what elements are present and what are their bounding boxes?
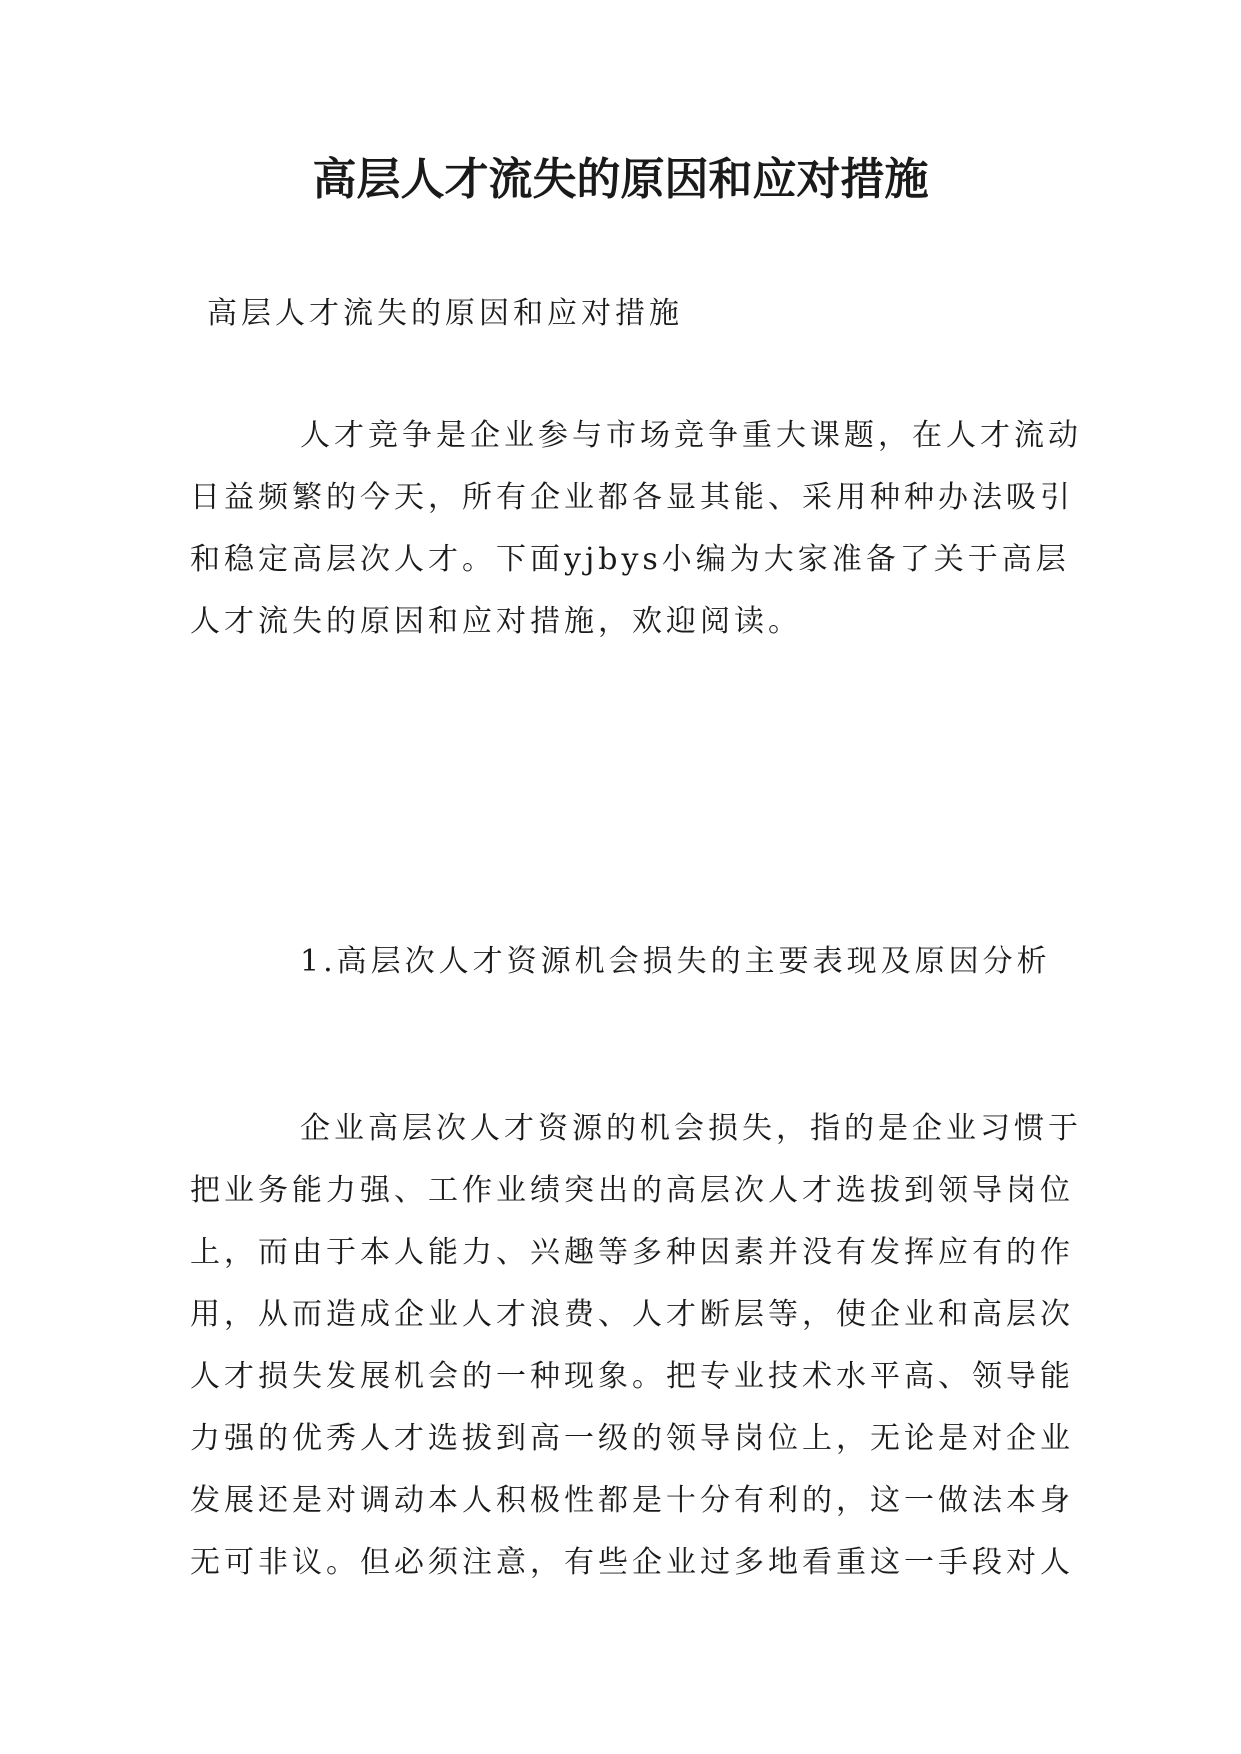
intro-line: 人才流失的原因和应对措施，欢迎阅读。 <box>190 604 802 639</box>
intro-line: 和稳定高层次人才。下面yjbys小编为大家准备了关于高层 <box>190 542 1070 577</box>
intro-paragraph <box>190 405 1082 653</box>
intro-line: 人才竞争是企业参与市场竞争重大课题，在人才流动 <box>300 418 1082 453</box>
body-line: 无可非议。但必须注意，有些企业过多地看重这一手段对人 <box>190 1545 1074 1580</box>
document-subtitle: 高层人才流失的原因和应对措施 <box>207 296 683 331</box>
document-title: 高层人才流失的原因和应对措施 <box>312 154 929 205</box>
body-line: 把业务能力强、工作业绩突出的高层次人才选拔到领导岗位 <box>190 1173 1074 1208</box>
body-paragraph <box>190 1098 1082 1594</box>
intro-line: 日益频繁的今天，所有企业都各显其能、采用种种办法吸引 <box>190 480 1074 515</box>
body-line: 发展还是对调动本人积极性都是十分有利的，这一做法本身 <box>190 1483 1074 1518</box>
body-line: 企业高层次人才资源的机会损失，指的是企业习惯于 <box>300 1111 1082 1146</box>
section-heading: 1.高层次人才资源机会损失的主要表现及原因分析 <box>300 944 1051 979</box>
body-line: 上，而由于本人能力、兴趣等多种因素并没有发挥应有的作 <box>190 1235 1074 1270</box>
body-line: 人才损失发展机会的一种现象。把专业技术水平高、领导能 <box>190 1359 1074 1394</box>
body-line: 用，从而造成企业人才浪费、人才断层等，使企业和高层次 <box>190 1297 1074 1332</box>
body-line: 力强的优秀人才选拔到高一级的领导岗位上，无论是对企业 <box>190 1421 1074 1456</box>
